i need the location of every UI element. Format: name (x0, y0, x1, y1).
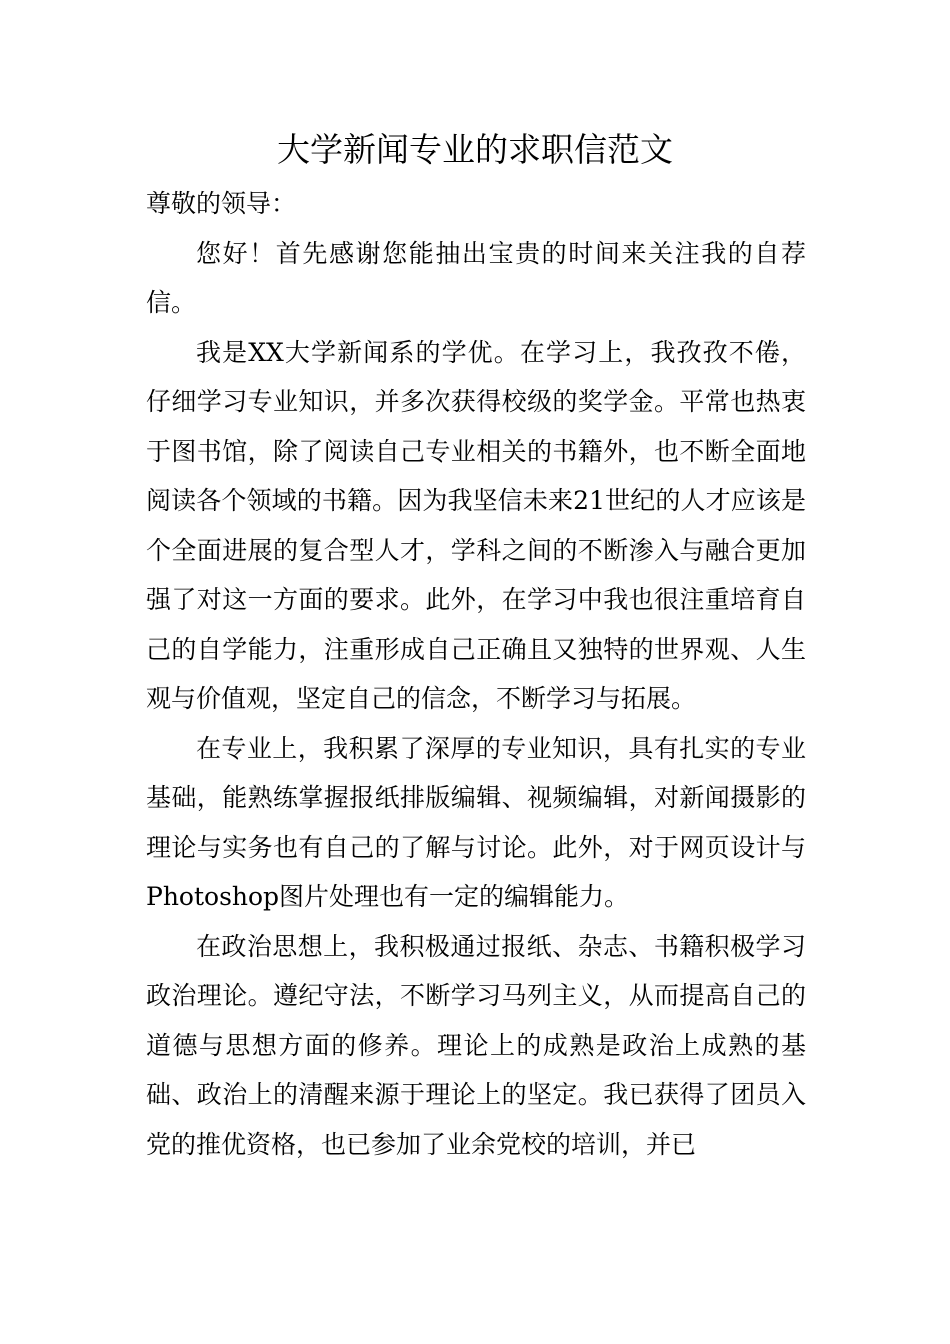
paragraph-study: 我是XX大学新闻系的学优。在学习上，我孜孜不倦，仔细学习专业知识，并多次获得校级的奖学金。平常也热衷于图书馆，除了阅读自己专业相关的书籍外，也不断全面地阅读各个领域的书籍。因为我坚信未来21世纪的人才应该是个全面进展的复合型人才，学科之间的不断渗入与融合更加强了对这一方面的要求。此外，在学习中我也很注重培育自己的自学能力，注重形成自己正确且又独特的世界观、人生观与价值观，坚定自己的信念，不断学习与拓展。 (146, 337, 806, 713)
paragraph-politics: 在政治思想上，我积极通过报纸、杂志、书籍积极学习政治理论。遵纪守法，不断学习马列主义，从而提高自己的道德与思想方面的修养。理论上的成熟是政治上成熟的基础、政治上的清醒来源于理论上的坚定。我已获得了团员入党的推优资格，也已参加了业余党校的培训，并已 (146, 931, 806, 1159)
paragraph-major: 在专业上，我积累了深厚的专业知识，具有扎实的专业基础，能熟练掌握报纸排版编辑、视频编辑，对新闻摄影的理论与实务也有自己的了解与讨论。此外，对于网页设计与Photoshop图片处理也有一定的编辑能力。 (146, 733, 806, 911)
salutation: 尊敬的领导： (146, 189, 297, 218)
letter-body (146, 179, 806, 1169)
paragraph-greeting: 您好！首先感谢您能抽出宝贵的时间来关注我的自荐信。 (146, 238, 806, 317)
document-title: 大学新闻专业的求职信范文 (277, 130, 673, 169)
